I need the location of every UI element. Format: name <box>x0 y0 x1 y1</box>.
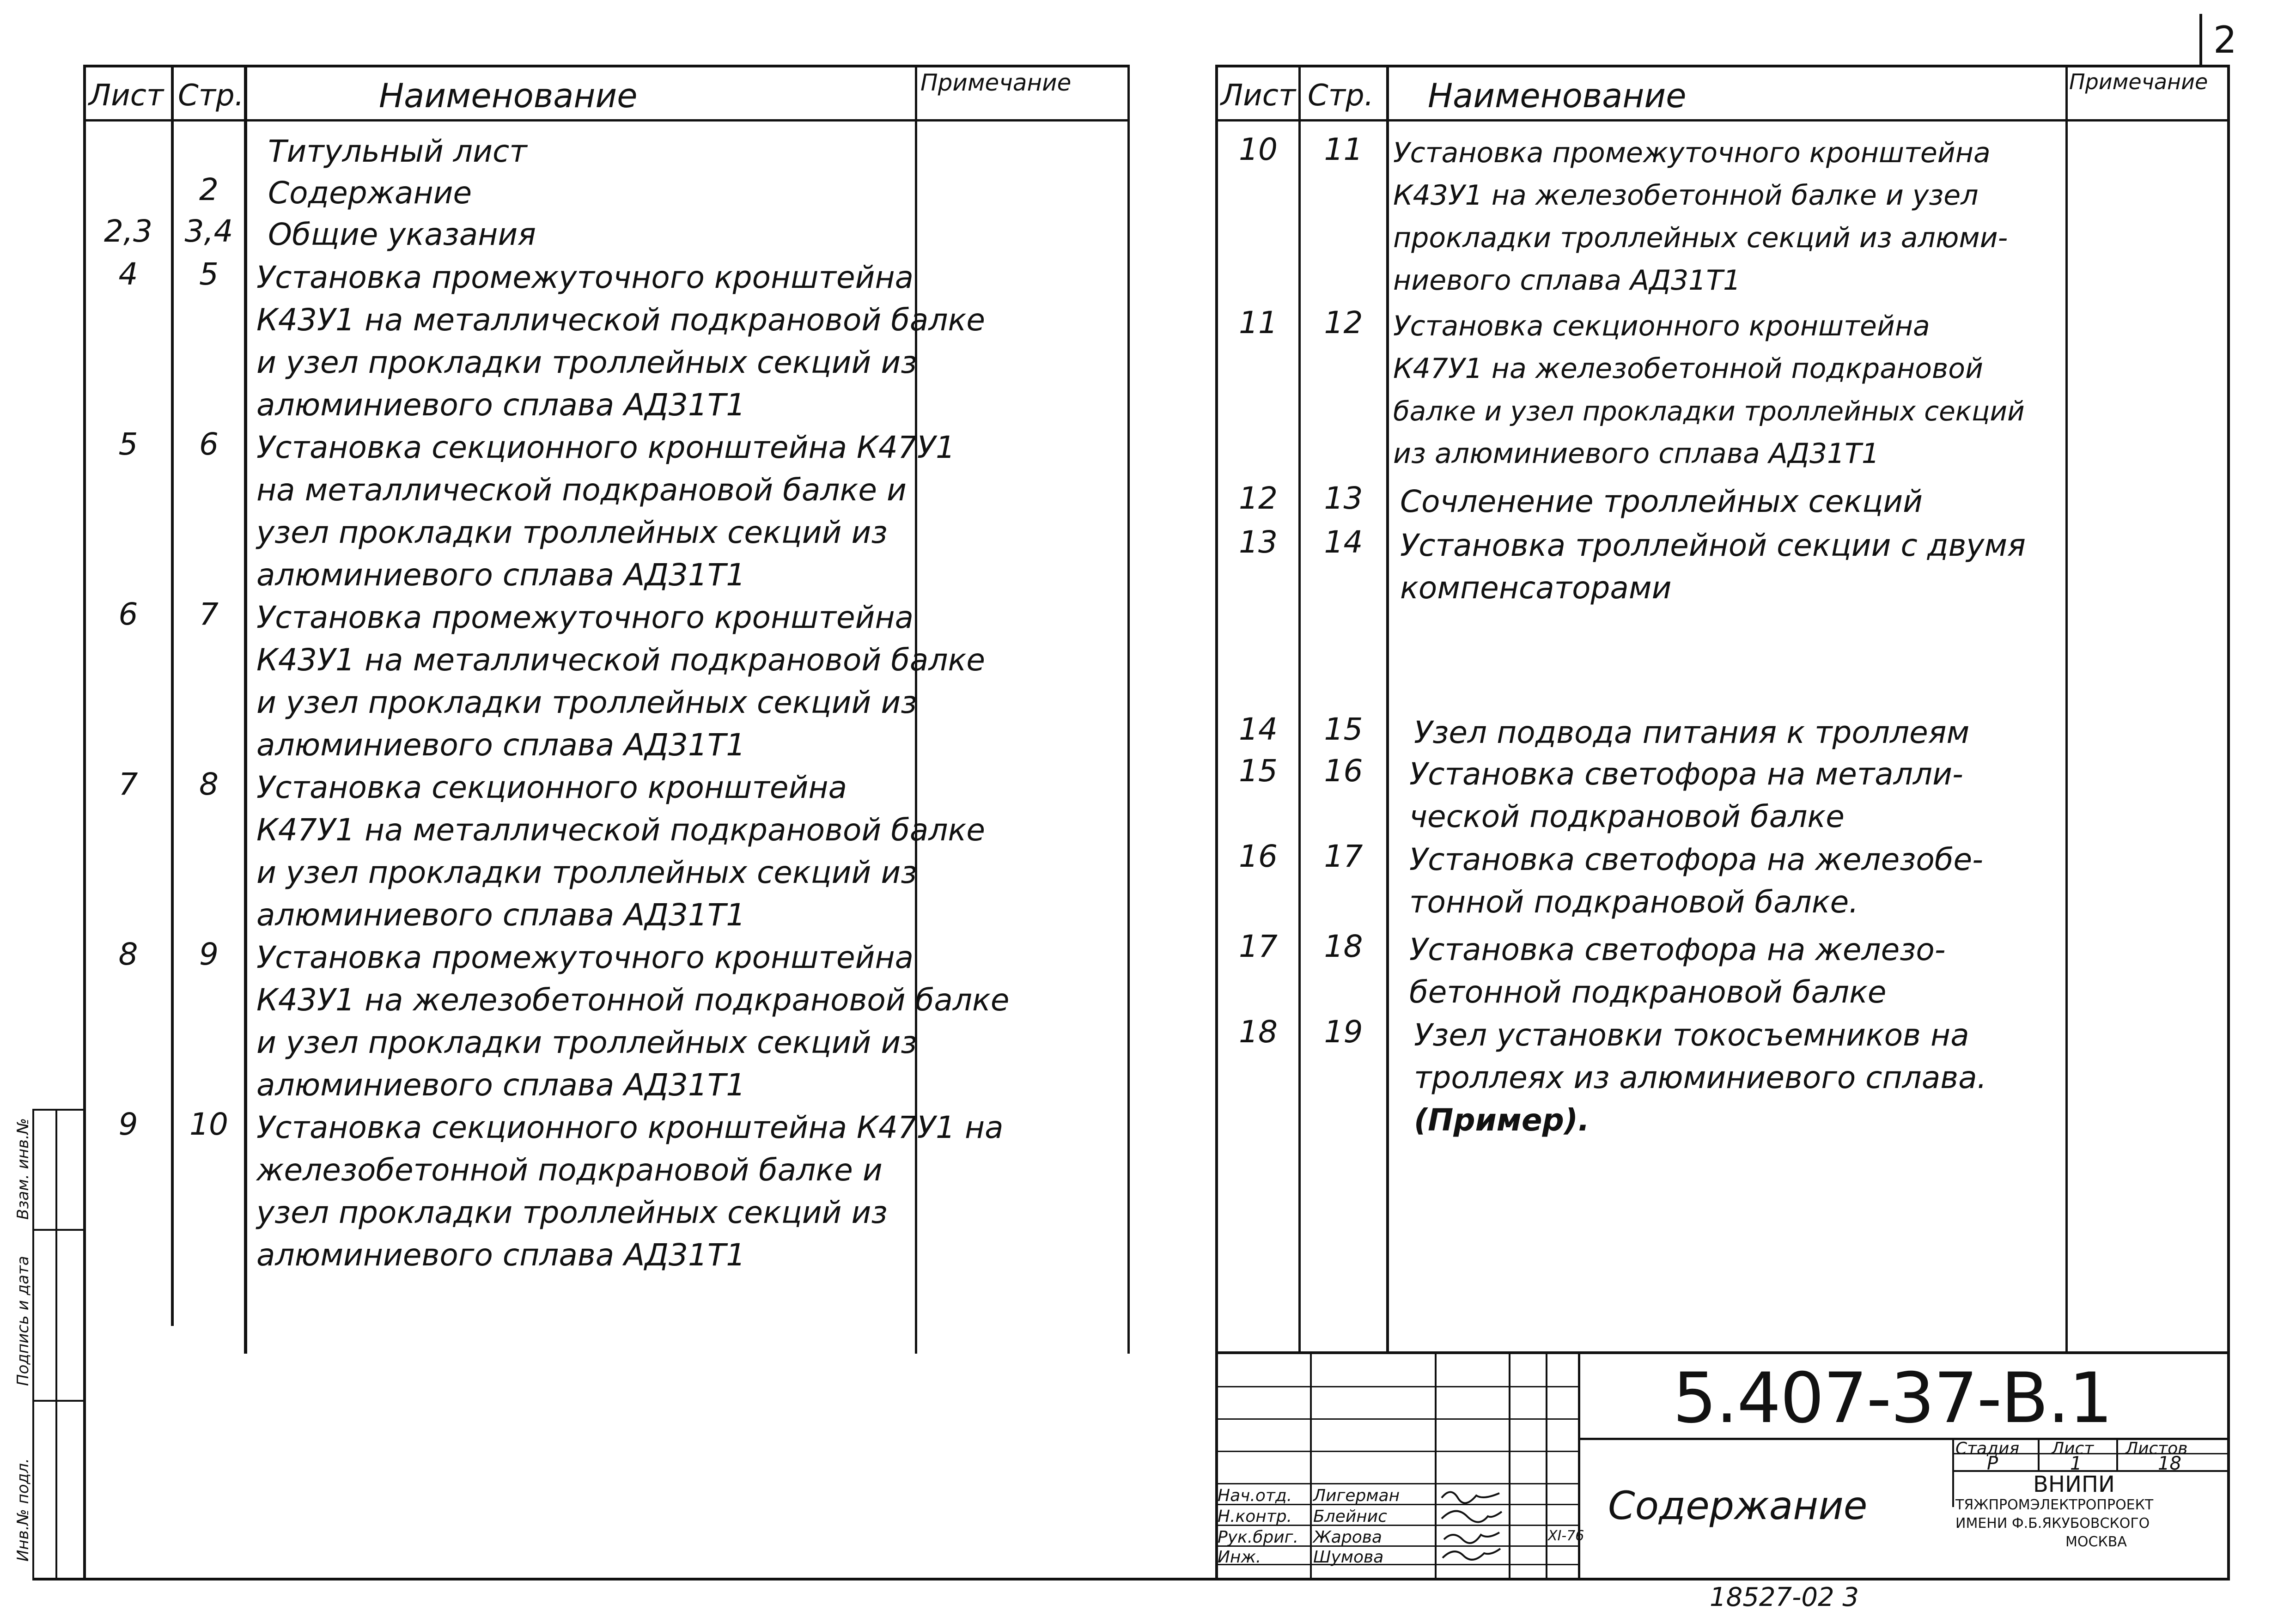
signature-scribbles <box>1437 1484 1506 1562</box>
sign-date: XI-76 <box>1548 1528 1584 1544</box>
col-header-name-right: Наименование <box>1428 76 1687 115</box>
col-header-page-right: Стр. <box>1308 79 1374 113</box>
sign-role: Инж. <box>1218 1548 1261 1567</box>
col-header-list-right: Лист <box>1221 79 1296 113</box>
drawing-sheet: 2 Лист Стр. Наименование Примечание Лист Стр. Наименование Примечание Титульный лист 2 Содержание 2,3 3,4 Общие указания 4 5 Установка промежуточного кронштейна К43У1 на металлической подкрановой балке и узел прокладки троллейных секций из алюминиевого сплава АД31Т1 5 6 Установка секционного кронштейна К47У1 на металлической подкрановой балке и узел прокладки троллейных секций из алюминиевого сплава АД31Т1 6 7 Установка промежуточного кронштейна К43У1 на металлической подкрановой балке и узел прокладки троллейных секций из алюминиевого сплава АД31Т1 7 8 Установка секционного кронштейна К47У1 на металлической подкрановой балке и узел прокладки троллейных секций из алюминиевого сплава АД31Т1 8 9 Установка промежуточного кронштейна К43У1 на железобетонной подкрановой балке и узел прокладки троллейных секций из алюминиевого сплава АД31Т1 9 10 Установка секционного кронштейна К47У1 на железобетонной подкрановой балке и узел прокладки троллейных секций из алюминиевого сплава АД31Т1 10 11 Установка промежуточного кронштейна К43У1 на железобетонной балке и узел прокладки троллейных секций из алюми- ниевого сплава АД31Т1 11 12 Установка секционного кронштейна К47У1 на железобетонной подкрановой балке и узел прокладки троллейных секций из алюминиевого сплава АД31Т1 12 13 Сочленение троллейных секций 13 14 Установка троллейной секции с двумя компенсаторами 14 15 Узел подвода питания к троллеям 15 16 Установка светофора на металли- ческой подкрановой балке 16 17 Установка светофора на железобе- тонной подкрановой балке. 17 18 Установка светофора на железо- бетонной подкрановой балке 18 19 Узел установки токосъемников на троллеях из алюминиевого сплава. (Пример). 5.407-37-В.1 Содержание Нач.отд. Лигерман Н.контр. Блейнис Рук.бриг. Жарова Инж. Шумова XI-76 Стадия Лист Листов Р 1 18 ВНИПИ ТЯЖПРОМЭЛЕКТРОПРОЕКТ ИМЕНИ Ф.Б.ЯКУБОВСКОГО МОСКВА Инв.№ подл. Подпись и дата Взам. инв.№ 18527-02 3 <box>0 0 2296 1617</box>
side-stamp-sign: Подпись и дата <box>14 1256 32 1386</box>
sheet-value: 1 <box>2070 1453 2082 1474</box>
sign-name: Блейнис <box>1313 1507 1387 1526</box>
sign-role: Нач.отд. <box>1218 1486 1292 1505</box>
side-stamp-inv: Инв.№ подл. <box>14 1458 32 1562</box>
stage-value: Р <box>1987 1453 1998 1474</box>
col-header-note: Примечание <box>920 69 1072 96</box>
sheets-value: 18 <box>2158 1453 2181 1474</box>
sheet-label: Лист <box>2052 1439 2094 1458</box>
org-line2: ИМЕНИ Ф.Б.ЯКУБОВСКОГО <box>1955 1515 2150 1532</box>
col-header-note-right: Примечание <box>2069 69 2208 94</box>
org-line1: ТЯЖПРОМЭЛЕКТРОПРОЕКТ <box>1955 1497 2154 1513</box>
sign-name: Жарова <box>1313 1528 1382 1547</box>
document-code: 5.407-37-В.1 <box>1673 1358 2112 1439</box>
sign-role: Рук.бриг. <box>1218 1528 1299 1547</box>
org-city: МОСКВА <box>2065 1534 2127 1550</box>
org-name: ВНИПИ <box>2033 1471 2115 1497</box>
sheets-label: Листов <box>2125 1439 2188 1458</box>
side-stamp-replace: Взам. инв.№ <box>14 1118 32 1220</box>
stage-label: Стадия <box>1955 1439 2020 1458</box>
sign-name: Лигерман <box>1313 1486 1400 1505</box>
col-header-page: Стр. <box>178 79 244 113</box>
document-title: Содержание <box>1608 1483 1868 1528</box>
sign-role: Н.контр. <box>1218 1507 1292 1526</box>
col-header-name: Наименование <box>379 76 638 115</box>
footer-number: 18527-02 3 <box>1710 1582 1859 1612</box>
col-header-list: Лист <box>89 79 164 113</box>
sign-name: Шумова <box>1313 1548 1384 1567</box>
sheet-number: 2 <box>2213 18 2237 61</box>
